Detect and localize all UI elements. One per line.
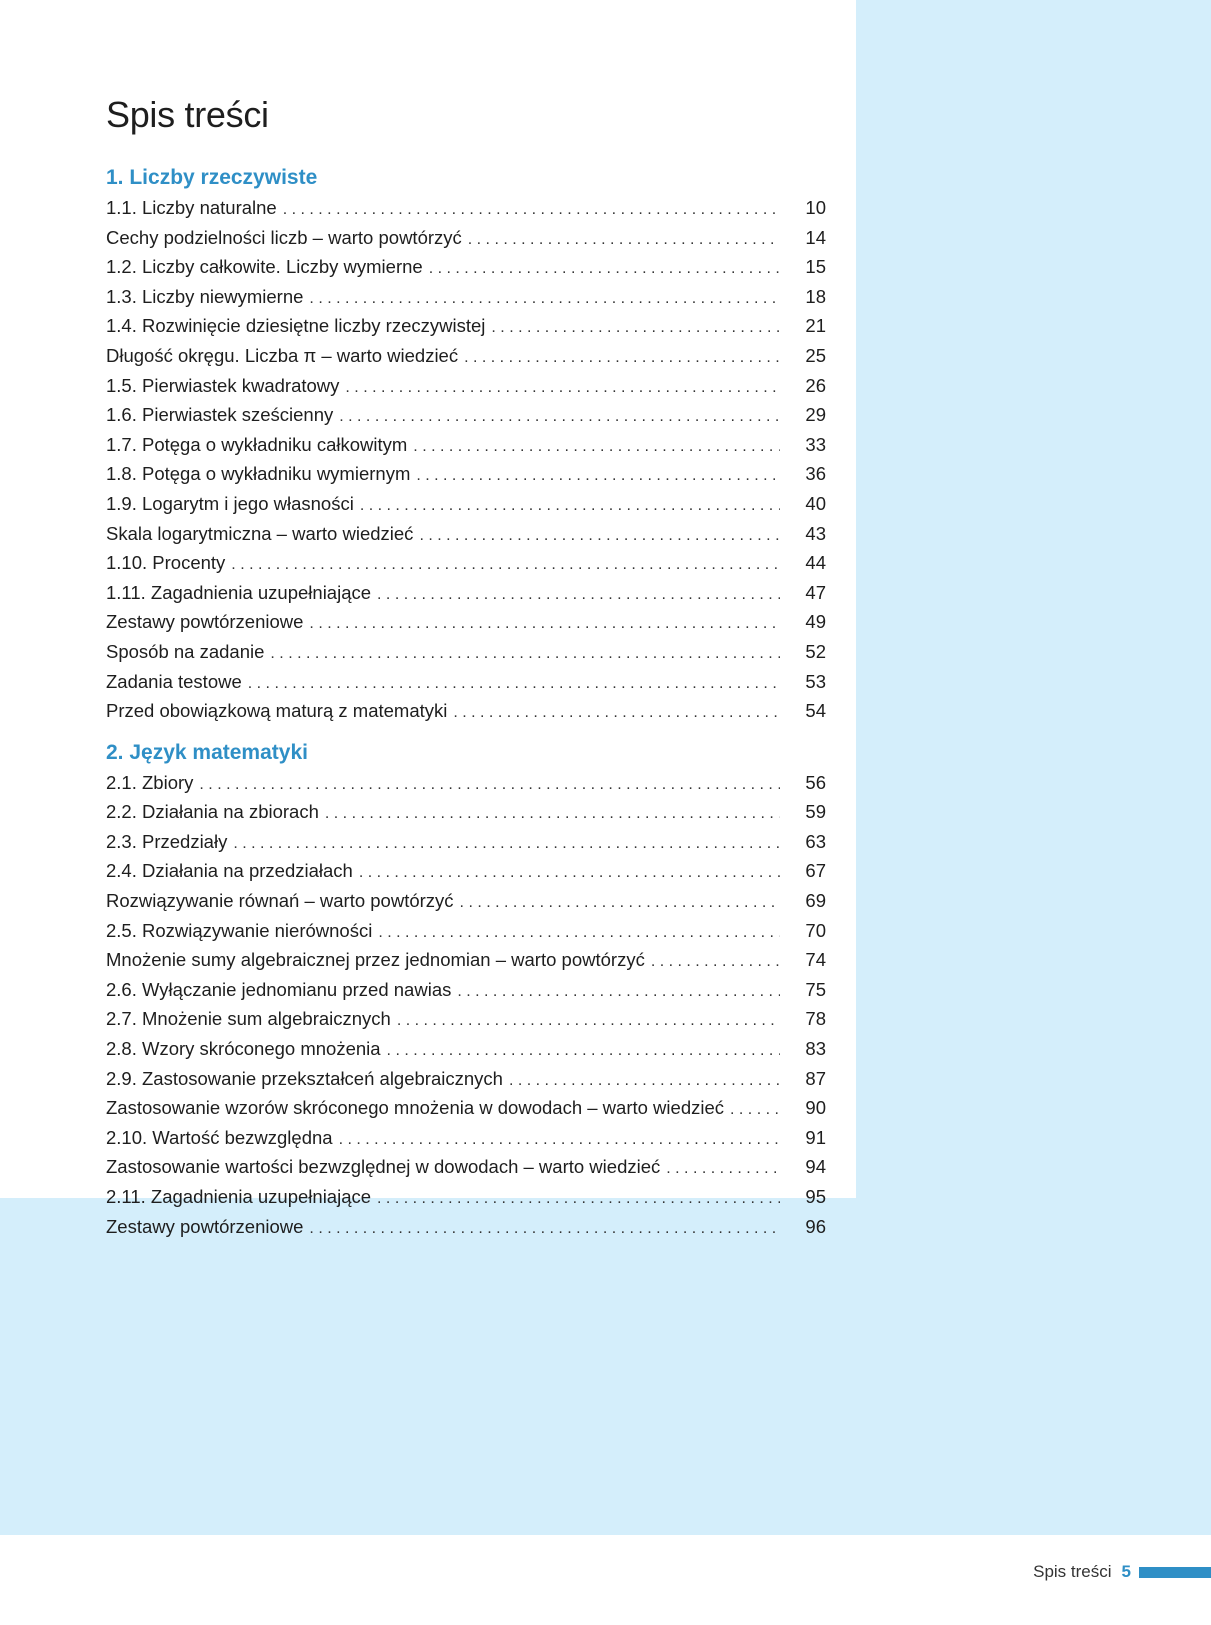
toc-entry-page: 56 — [805, 771, 826, 793]
toc-entry-page: 83 — [805, 1038, 826, 1060]
toc-entry-page: 87 — [805, 1067, 826, 1089]
dot-leader — [359, 859, 780, 887]
dot-leader — [309, 610, 780, 638]
toc-entry-title: 1.10. Procenty — [106, 552, 226, 574]
dot-leader — [397, 1007, 780, 1035]
toc-entry[interactable] — [106, 608, 826, 638]
toc-entry-title: Sposób na zadanie — [106, 640, 265, 662]
toc-entry-page: 67 — [805, 860, 826, 882]
toc-sections — [106, 162, 826, 1242]
toc-entry[interactable] — [106, 283, 826, 313]
toc-entry-page: 78 — [805, 1008, 826, 1030]
toc-entry-title: 1.9. Logarytm i jego własności — [106, 492, 354, 514]
dot-leader — [491, 314, 780, 342]
toc-list — [106, 769, 826, 1243]
toc-entry[interactable] — [106, 946, 826, 976]
toc-entry[interactable] — [106, 312, 826, 342]
toc-entry-title: Długość okręgu. Liczba π – warto wiedzieć — [106, 344, 459, 366]
toc-entry-title: 2.2. Działania na zbiorach — [106, 801, 319, 823]
toc-entry-title: 1.8. Potęga o wykładniku wymiernym — [106, 463, 411, 485]
toc-content — [106, 88, 826, 1242]
toc-entry-title: 2.7. Mnożenie sum algebraicznych — [106, 1008, 391, 1030]
page-title: Spis treści — [106, 94, 269, 135]
footer-label: Spis treści — [1033, 1562, 1112, 1581]
toc-entry-title: Rozwiązywanie równań – warto powtórzyć — [106, 890, 454, 912]
dot-leader — [651, 948, 780, 976]
toc-entry[interactable] — [106, 697, 826, 727]
toc-entry-title: 2.3. Przedziały — [106, 830, 228, 852]
dot-leader — [339, 1126, 780, 1154]
toc-entry[interactable] — [106, 372, 826, 402]
footer-page-number: 5 — [1121, 1562, 1131, 1581]
dot-leader — [283, 196, 780, 224]
toc-entry[interactable] — [106, 798, 826, 828]
dot-leader — [377, 581, 780, 609]
toc-entry-page: 43 — [805, 522, 826, 544]
toc-entry-title: 1.7. Potęga o wykładniku całkowitym — [106, 433, 408, 455]
toc-entry-page: 54 — [805, 700, 826, 722]
toc-entry[interactable] — [106, 668, 826, 698]
toc-list — [106, 194, 826, 727]
dot-leader — [309, 1215, 780, 1243]
toc-entry-title: Zastosowanie wartości bezwzględnej w dowodach – warto wiedzieć — [106, 1156, 661, 1178]
toc-entry-title: Zestawy powtórzeniowe — [106, 1215, 304, 1237]
toc-entry[interactable] — [106, 579, 826, 609]
toc-entry-page: 26 — [805, 374, 826, 396]
toc-entry-title: 1.4. Rozwinięcie dziesiętne liczby rzeczywistej — [106, 315, 486, 337]
toc-entry[interactable] — [106, 549, 826, 579]
toc-entry-page: 18 — [805, 285, 826, 307]
toc-entry-title: 1.6. Pierwiastek sześcienny — [106, 404, 334, 426]
dot-leader — [730, 1096, 780, 1124]
toc-entry[interactable] — [106, 887, 826, 917]
toc-entry[interactable] — [106, 1153, 826, 1183]
background-panel-bottom — [0, 1198, 1211, 1535]
toc-entry-title: 1.1. Liczby naturalne — [106, 197, 277, 218]
section-heading: 2. Język matematyki — [106, 740, 308, 764]
toc-entry[interactable] — [106, 638, 826, 668]
toc-entry[interactable] — [106, 828, 826, 858]
dot-leader — [378, 919, 780, 947]
toc-entry[interactable] — [106, 342, 826, 372]
toc-entry[interactable] — [106, 490, 826, 520]
dot-leader — [248, 670, 780, 698]
toc-entry-title: Zestawy powtórzeniowe — [106, 611, 304, 633]
toc-entry-page: 94 — [805, 1156, 826, 1178]
footer-accent-bar — [1139, 1567, 1211, 1578]
dot-leader — [509, 1067, 780, 1095]
dot-leader — [468, 226, 780, 254]
dot-leader — [416, 462, 780, 490]
toc-entry-page: 21 — [805, 315, 826, 337]
toc-entry-page: 44 — [805, 552, 826, 574]
dot-leader — [453, 699, 780, 727]
toc-entry-title: 1.11. Zagadnienia uzupełniające — [106, 581, 372, 603]
toc-entry-page: 69 — [805, 890, 826, 912]
toc-entry-title: 2.4. Działania na przedziałach — [106, 860, 353, 882]
dot-leader — [339, 403, 780, 431]
toc-entry-title: 2.11. Zagadnienia uzupełniające — [106, 1186, 372, 1207]
dot-leader — [233, 830, 780, 858]
toc-entry[interactable] — [106, 194, 826, 224]
toc-entry[interactable] — [106, 1124, 826, 1154]
toc-entry-title: Zadania testowe — [106, 670, 242, 692]
dot-leader — [666, 1155, 780, 1183]
toc-entry[interactable] — [106, 224, 826, 254]
toc-entry-title: Cechy podzielności liczb – warto powtórzyć — [106, 226, 462, 248]
toc-entry-page: 75 — [805, 978, 826, 1000]
dot-leader — [464, 344, 780, 372]
toc-entry[interactable] — [106, 460, 826, 490]
toc-entry-title: 1.3. Liczby niewymierne — [106, 285, 304, 307]
toc-entry-page: 53 — [805, 670, 826, 692]
toc-entry[interactable] — [106, 1183, 826, 1213]
toc-entry[interactable] — [106, 520, 826, 550]
toc-entry-page: 14 — [805, 226, 826, 248]
toc-entry-title: 2.6. Wyłączanie jednomianu przed nawias — [106, 978, 452, 1000]
toc-entry-title: 2.9. Zastosowanie przekształceń algebraicznych — [106, 1067, 503, 1089]
toc-entry-title: 1.2. Liczby całkowite. Liczby wymierne — [106, 256, 423, 278]
toc-entry-page: 90 — [805, 1097, 826, 1119]
toc-entry-page: 96 — [805, 1215, 826, 1237]
toc-entry[interactable] — [106, 976, 826, 1006]
toc-entry[interactable] — [106, 1065, 826, 1095]
dot-leader — [325, 800, 780, 828]
toc-entry-page: 40 — [805, 492, 826, 514]
toc-entry-page: 49 — [805, 611, 826, 633]
dot-leader — [457, 978, 780, 1006]
toc-entry-page: 91 — [805, 1126, 826, 1148]
toc-entry[interactable] — [106, 401, 826, 431]
dot-leader — [377, 1185, 780, 1213]
toc-entry-page: 74 — [805, 949, 826, 971]
dot-leader — [231, 551, 780, 579]
toc-entry-page: 29 — [805, 404, 826, 426]
toc-entry[interactable] — [106, 1035, 826, 1065]
toc-entry-title: 1.5. Pierwiastek kwadratowy — [106, 374, 340, 396]
toc-entry-page: 63 — [805, 830, 826, 852]
toc-entry-page: 95 — [805, 1186, 826, 1207]
toc-entry[interactable] — [106, 917, 826, 947]
toc-entry-title: 2.10. Wartość bezwzględna — [106, 1126, 333, 1148]
toc-entry-page: 36 — [805, 463, 826, 485]
toc-entry-page: 70 — [805, 919, 826, 941]
toc-entry-title: Mnożenie sumy algebraicznej przez jednomian – warto powtórzyć — [106, 949, 645, 971]
toc-entry[interactable] — [106, 1094, 826, 1124]
toc-entry-title: 2.5. Rozwiązywanie nierówności — [106, 919, 373, 941]
dot-leader — [345, 374, 780, 402]
toc-entry[interactable] — [106, 253, 826, 283]
dot-leader — [270, 640, 780, 668]
toc-entry-page: 47 — [805, 581, 826, 603]
toc-section — [106, 737, 826, 1243]
toc-entry-title: Skala logarytmiczna – warto wiedzieć — [106, 522, 414, 544]
toc-entry[interactable] — [106, 769, 826, 799]
toc-entry-page: 10 — [805, 197, 826, 218]
dot-leader — [360, 492, 780, 520]
dot-leader — [413, 433, 780, 461]
toc-entry-page: 52 — [805, 640, 826, 662]
toc-entry-page: 33 — [805, 433, 826, 455]
toc-entry[interactable] — [106, 1005, 826, 1035]
toc-entry[interactable] — [106, 857, 826, 887]
toc-entry-page: 15 — [805, 256, 826, 278]
toc-entry[interactable] — [106, 1213, 826, 1243]
dot-leader — [419, 522, 780, 550]
toc-entry-title: Zastosowanie wzorów skróconego mnożenia w dowodach – warto wiedzieć — [106, 1097, 725, 1119]
dot-leader — [387, 1037, 780, 1065]
dot-leader — [460, 889, 780, 917]
toc-entry-title: Przed obowiązkową maturą z matematyki — [106, 700, 448, 722]
section-heading: 1. Liczby rzeczywiste — [106, 166, 318, 189]
dot-leader — [309, 285, 780, 313]
toc-entry-page: 25 — [805, 344, 826, 366]
toc-entry[interactable] — [106, 431, 826, 461]
toc-section — [106, 162, 826, 727]
toc-entry-title: 2.1. Zbiory — [106, 771, 194, 793]
toc-entry-title: 2.8. Wzory skróconego mnożenia — [106, 1038, 381, 1060]
toc-entry-page: 59 — [805, 801, 826, 823]
page-footer — [1033, 1557, 1211, 1587]
dot-leader — [199, 771, 780, 799]
dot-leader — [429, 255, 780, 283]
